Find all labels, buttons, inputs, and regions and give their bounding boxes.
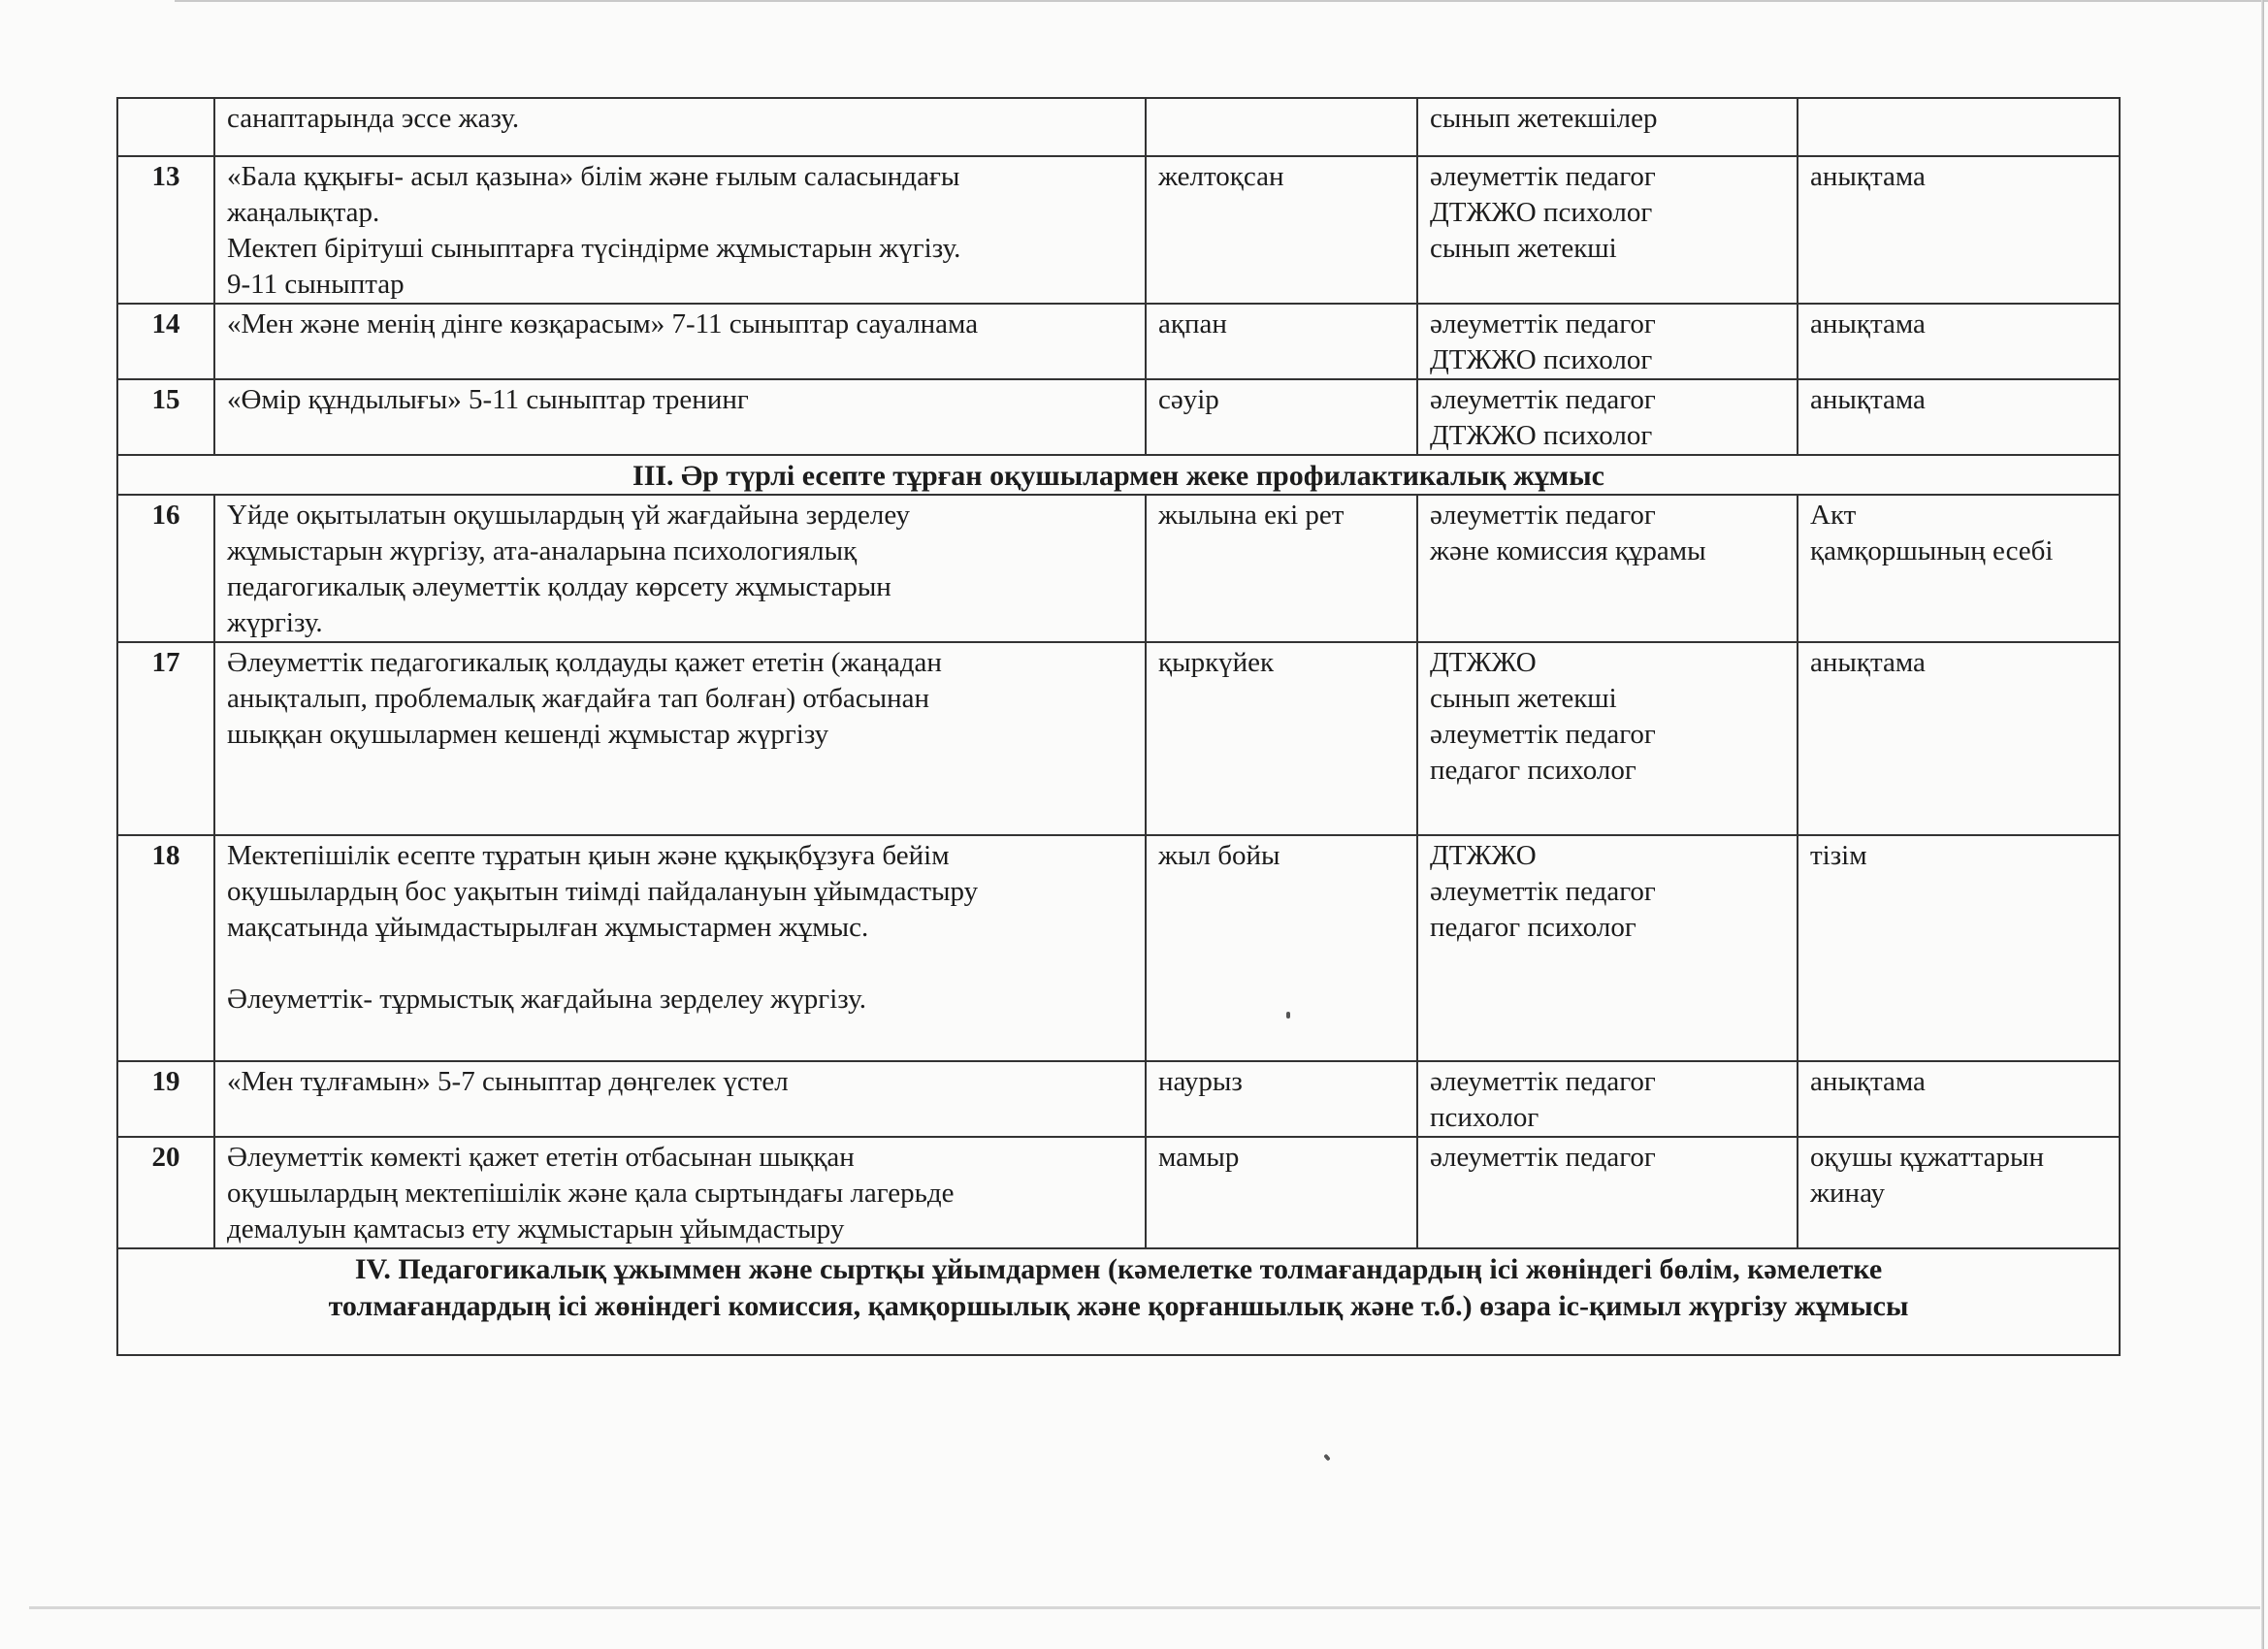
result-cell	[1798, 1061, 2120, 1137]
activity-line: «Мен тұлғамын» 5-7 сыныптар дөңгелек үстел	[227, 1066, 789, 1097]
activity-cell	[214, 1061, 1146, 1137]
responsible-cell	[1417, 156, 1798, 304]
result-line: қамқоршының есебі	[1810, 535, 2054, 566]
responsible-cell	[1417, 642, 1798, 835]
scan-edge-right	[2261, 0, 2264, 1649]
activity-line: 9-11 сыныптар	[227, 269, 405, 300]
activity-cell	[214, 379, 1146, 455]
activity-cell	[214, 642, 1146, 835]
section-4-title	[117, 1248, 2120, 1355]
activity-line: Әлеуметтік педагогикалық қолдауды қажет ететін (жаңадан	[227, 647, 942, 678]
period-cell: қыркүйек	[1146, 642, 1417, 835]
responsible-cell	[1417, 835, 1798, 1061]
activity-line: оқушылардың мектепішілік және қала сыртындағы лагерьде	[227, 1178, 955, 1209]
responsible-line: әлеуметтік педагог	[1430, 161, 1656, 192]
table-row	[117, 495, 2120, 642]
result-line: оқушы құжаттарын	[1810, 1142, 2044, 1173]
row-number: 17	[117, 642, 214, 835]
section-header-row	[117, 1248, 2120, 1355]
responsible-line: ДТЖЖО психолог	[1430, 197, 1653, 228]
row-number: 14	[117, 304, 214, 379]
period-cell: сәуір	[1146, 379, 1417, 455]
result-cell	[1798, 495, 2120, 642]
result-line: тізім	[1810, 840, 1867, 871]
blank-line	[227, 946, 1133, 982]
work-plan-table	[116, 97, 2121, 1356]
period-cell: жыл бойы	[1146, 835, 1417, 1061]
responsible-line: педагог психолог	[1430, 755, 1636, 786]
table-row	[117, 1137, 2120, 1248]
result-cell: анықтама	[1798, 156, 2120, 304]
activity-cell	[214, 835, 1146, 1061]
responsible-line: сынып жетекшілер	[1430, 103, 1658, 134]
table-row	[117, 1061, 2120, 1137]
activity-line: мақсатында ұйымдастырылған жұмыстармен жұмыс.	[227, 912, 869, 943]
responsible-line: әлеуметтік педагог	[1430, 500, 1656, 531]
row-number: 18	[117, 835, 214, 1061]
table-row	[117, 304, 2120, 379]
table-row	[117, 835, 2120, 1061]
period-cell: желтоқсан	[1146, 156, 1417, 304]
responsible-line: және комиссия құрамы	[1430, 535, 1706, 566]
responsible-line: ДТЖЖО психолог	[1430, 420, 1653, 451]
period-cell: ақпан	[1146, 304, 1417, 379]
table-row	[117, 156, 2120, 304]
row-number: 19	[117, 1061, 214, 1137]
row-number: 20	[117, 1137, 214, 1248]
scan-speck	[1323, 1454, 1331, 1462]
responsible-cell	[1417, 1061, 1798, 1137]
section-header-row	[117, 455, 2120, 495]
activity-cell	[214, 156, 1146, 304]
table-row	[117, 98, 2120, 156]
scan-edge-bottom	[29, 1606, 2260, 1609]
activity-cell	[214, 1137, 1146, 1248]
section-4-title-line: ІV. Педагогикалық ұжыммен және сыртқы ұйымдармен (кәмелетке толмағандардың ісі жөніндегі бөлім, кәмелетке	[354, 1253, 1883, 1285]
activity-line: шыққан оқушылармен кешенді жұмыстар жүргізу	[227, 719, 829, 750]
period-cell: наурыз	[1146, 1061, 1417, 1137]
scan-edge-top	[175, 0, 2268, 2]
activity-line: Мектеп бірітуші сыныптарға түсіндірме жұмыстарын жүгізу.	[227, 233, 961, 264]
section-3-title: ІІІ. Әр түрлі есепте тұрған оқушылармен жеке профилактикалық жұмыс	[117, 455, 2120, 495]
responsible-line: әлеуметтік педагог	[1430, 1142, 1656, 1173]
result-cell	[1798, 1137, 2120, 1248]
activity-line: санаптарында эссе жазу.	[227, 103, 520, 134]
table-row	[117, 642, 2120, 835]
result-line: анықтама	[1810, 1066, 1926, 1097]
activity-line: «Мен және менің дінге көзқарасым» 7-11 сыныптар сауалнама	[227, 308, 979, 340]
result-cell: анықтама	[1798, 304, 2120, 379]
activity-line: педагогикалық әлеуметтік қолдау көрсету жұмыстарын	[227, 571, 891, 602]
responsible-line: әлеуметтік педагог	[1430, 719, 1656, 750]
activity-line: «Бала құқығы- асыл қазына» білім және ғылым саласындағы	[227, 161, 960, 192]
activity-line: жүргізу.	[227, 607, 323, 638]
responsible-line: сынып жетекші	[1430, 233, 1617, 264]
responsible-cell	[1417, 1137, 1798, 1248]
result-cell	[1798, 98, 2120, 156]
responsible-line: психолог	[1430, 1102, 1539, 1133]
activity-line: Мектепішілік есепте тұратын қиын және құқықбұзуға бейім	[227, 840, 950, 871]
period-cell: жылына екі рет	[1146, 495, 1417, 642]
result-cell	[1798, 835, 2120, 1061]
result-cell	[1798, 642, 2120, 835]
activity-line: «Өмір құндылығы» 5-11 сыныптар тренинг	[227, 384, 749, 415]
row-number	[117, 98, 214, 156]
period-cell: мамыр	[1146, 1137, 1417, 1248]
activity-cell	[214, 304, 1146, 379]
activity-line: анықталып, проблемалық жағдайға тап болған) отбасынан	[227, 683, 930, 714]
responsible-cell	[1417, 98, 1798, 156]
responsible-line: сынып жетекші	[1430, 683, 1617, 714]
section-4-title-line: толмағандардың ісі жөніндегі комиссия, қамқоршылық және қорғаншылық және т.б.) өзара іс-қимыл жүргізу жұмысы	[328, 1290, 1909, 1322]
responsible-line: әлеуметтік педагог	[1430, 384, 1656, 415]
result-line: Акт	[1810, 500, 1857, 531]
table-row	[117, 379, 2120, 455]
responsible-cell	[1417, 304, 1798, 379]
activity-line: оқушылардың бос уақытын тиімді пайдалануын ұйымдастыру	[227, 876, 979, 907]
activity-line: Әлеуметтік- тұрмыстық жағдайына зерделеу жүргізу.	[227, 984, 866, 1015]
responsible-line: ДТЖЖО психолог	[1430, 344, 1653, 375]
responsible-cell	[1417, 495, 1798, 642]
activity-line: жаңалықтар.	[227, 197, 380, 228]
responsible-line: әлеуметтік педагог	[1430, 308, 1656, 340]
row-number: 13	[117, 156, 214, 304]
activity-line: жұмыстарын жүргізу, ата-аналарына психологиялық	[227, 535, 858, 566]
responsible-line: ДТЖЖО	[1430, 647, 1537, 678]
activity-cell	[214, 495, 1146, 642]
responsible-cell	[1417, 379, 1798, 455]
responsible-line: педагог психолог	[1430, 912, 1636, 943]
period-cell	[1146, 98, 1417, 156]
result-cell: анықтама	[1798, 379, 2120, 455]
activity-cell	[214, 98, 1146, 156]
row-number: 15	[117, 379, 214, 455]
responsible-line: әлеуметтік педагог	[1430, 876, 1656, 907]
activity-line: демалуын қамтасыз ету жұмыстарын ұйымдастыру	[227, 1213, 845, 1245]
activity-line: Үйде оқытылатын оқушылардың үй жағдайына зерделеу	[227, 500, 911, 531]
responsible-line: әлеуметтік педагог	[1430, 1066, 1656, 1097]
result-line: анықтама	[1810, 647, 1926, 678]
row-number: 16	[117, 495, 214, 642]
result-line: жинау	[1810, 1178, 1885, 1209]
responsible-line: ДТЖЖО	[1430, 840, 1537, 871]
activity-line: Әлеуметтік көмекті қажет ететін отбасынан шыққан	[227, 1142, 855, 1173]
